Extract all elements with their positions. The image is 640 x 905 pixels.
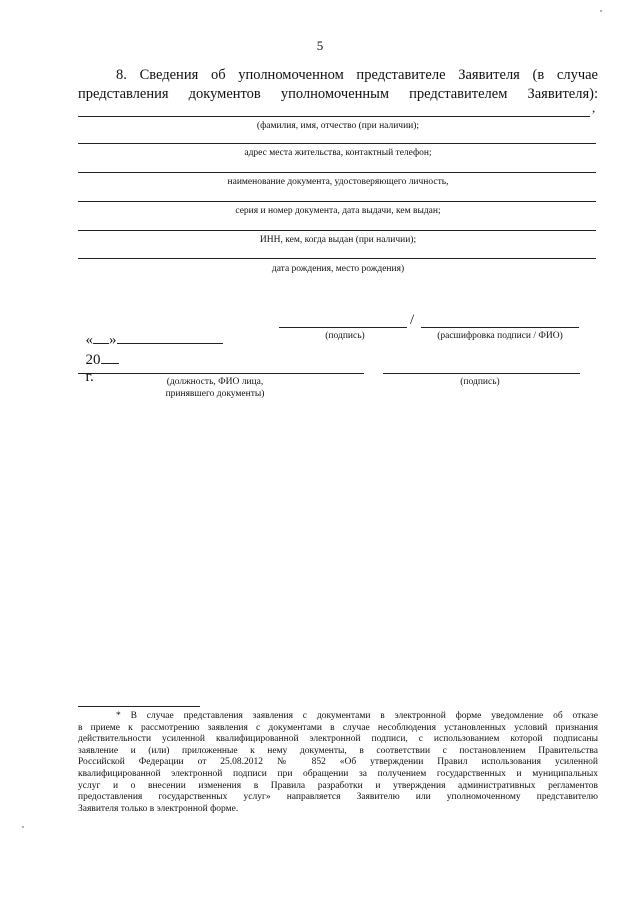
signature-decoding-caption: (расшифровка подписи / ФИО) xyxy=(437,331,563,341)
footnote-separator xyxy=(78,706,200,707)
footnote-line: услуг и о внесении изменения в Правила разработки и утверждения административных регламентов xyxy=(78,780,598,791)
field-caption-address: адрес места жительства, контактный телефон; xyxy=(244,148,432,158)
page-number: 5 xyxy=(316,38,324,53)
footnote xyxy=(78,711,598,815)
footnote-line: действительности усиленной квалифицированной электронной подписи, с использованием которой подписаны xyxy=(78,734,598,745)
day-field[interactable] xyxy=(93,329,109,344)
receiver-signature-field[interactable] xyxy=(383,373,580,374)
receiver-signature-caption: (подпись) xyxy=(460,377,500,387)
footnote-line: предоставления государственных услуг» направляется Заявителю или уполномоченному представителю xyxy=(78,792,598,803)
field-caption-document-series: серия и номер документа, дата выдачи, кем выдан; xyxy=(235,206,441,216)
field-caption-identity-document: наименование документа, удостоверяющего личность, xyxy=(227,177,449,187)
birth-date-place-field[interactable] xyxy=(78,258,596,259)
footnote-line: в приеме к рассмотрению заявления с документами в случае несоблюдения установленных условий признания xyxy=(78,722,598,733)
signature-slash: / xyxy=(410,312,415,328)
receiver-position-caption-line-1: (должность, ФИО лица, xyxy=(166,377,264,387)
year-prefix: 20 xyxy=(85,352,101,368)
address-phone-field[interactable] xyxy=(78,143,596,144)
scan-speck xyxy=(22,826,24,828)
signature-decoding-field[interactable] xyxy=(421,327,579,328)
year-field[interactable] xyxy=(101,349,119,364)
signature-caption: (подпись) xyxy=(325,331,365,341)
representative-name-field[interactable] xyxy=(78,116,590,117)
month-field[interactable] xyxy=(117,329,223,344)
identity-document-field[interactable] xyxy=(78,172,596,173)
receiver-position-caption-line-2: принявшего документы) xyxy=(165,389,265,399)
close-quote: » xyxy=(109,332,117,348)
footnote-line: * В случае представления заявления с документами в электронной форме уведомление об отказе xyxy=(116,711,598,721)
receiver-position-field[interactable] xyxy=(78,373,364,374)
applicant-signature-field[interactable] xyxy=(279,327,407,328)
open-quote: « xyxy=(85,332,93,348)
footnote-line: заявление и (или) приложенные к нему документы, в соответствии с постановлением Правительства xyxy=(78,745,598,756)
footnote-line: квалифицированной электронной подписи при обращении за получением государственных и муниципальных xyxy=(78,768,598,779)
section-heading-line-2: представления документов уполномоченным представителем Заявителя): xyxy=(78,86,598,102)
section-heading xyxy=(78,66,598,104)
footnote-line: Российской Федерации от 25.08.2012 № 852 «Об утверждении Правил использования усиленной xyxy=(78,757,598,768)
year-suffix: г. xyxy=(85,369,94,385)
field-caption-name: (фамилия, имя, отчество (при наличии); xyxy=(256,121,420,131)
field-caption-inn: ИНН, кем, когда выдан (при наличии); xyxy=(259,235,417,245)
scan-speck xyxy=(600,10,602,12)
inn-field[interactable] xyxy=(78,230,596,231)
trailing-comma: , xyxy=(592,100,596,115)
field-caption-birth: дата рождения, место рождения) xyxy=(271,264,405,274)
document-series-number-field[interactable] xyxy=(78,201,596,202)
date-row xyxy=(78,312,223,386)
footnote-line: Заявителя только в электронной форме. xyxy=(78,803,239,814)
section-heading-line-1: 8. Сведения об уполномоченном представителе Заявителя (в случае xyxy=(116,67,598,83)
